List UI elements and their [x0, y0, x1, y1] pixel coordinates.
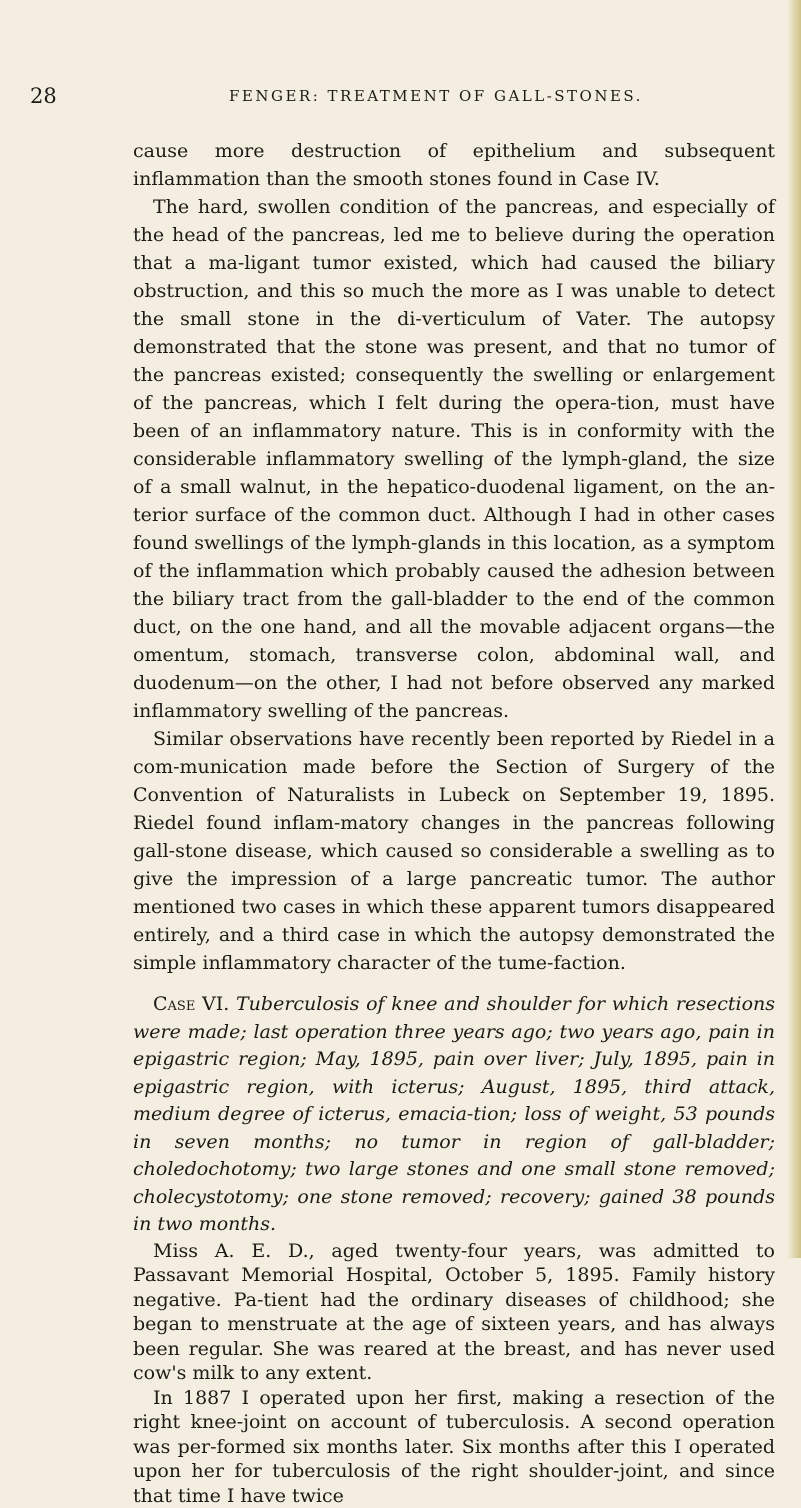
paragraph-history: In 1887 I operated upon her first, making a resection of the right knee-joint on account of tuberculosis. A second operation was per-formed six months later. Six months after this I operated upon her for tuberculosis of the right shoulder-joint, and since that time I have twice — [133, 1386, 775, 1508]
page-edge — [787, 0, 801, 1258]
page-number: 28 — [30, 84, 57, 108]
case-title: Tuberculosis of knee and shoulder for which resections were made; last operation three years ago; two years ago, pain in epigastric region; May, 1895, pain over liver; July, 1895, pain in epigastric region, with icterus; August, 1895, third attack, medium degree of icterus, emacia-tion; loss of weight, 53 pounds in seven months; no tumor in region of gall-bladder; choledochotomy; two large stones and one small stone removed; cholecystotomy; one stone removed; recovery; gained 38 pounds in two months. — [133, 993, 775, 1235]
paragraph-pancreas: The hard, swollen condition of the pancreas, and especially of the head of the pancreas, led me to believe during the operation that a ma-ligant tumor existed, which had caused the biliary obstruction, and this so much the more as I was unable to detect the small stone in the di-verticulum of Vater. The autopsy demonstrated that the stone was present, and that no tumor of the pancreas existed; consequently the swelling or enlargement of the pancreas, which I felt during the opera-tion, must have been of an inflammatory nature. This is in conformity with the considerable inflammatory swelling of the lymph-gland, the size of a small walnut, in the hepatico-duodenal ligament, on the an-terior surface of the common duct. Although I had in other cases found swellings of the lymph-glands in this location, as a symptom of the inflammation which probably caused the adhesion between the biliary tract from the gall-bladder to the end of the common duct, on the one hand, and all the movable adjacent organs—the omentum, stomach, transverse colon, abdominal wall, and duodenum—on the other, I had not before observed any marked inflammatory swelling of the pancreas. — [133, 193, 775, 725]
case-heading — [133, 991, 775, 1239]
paragraph-riedel: Similar observations have recently been reported by Riedel in a com-munication made before the Section of Surgery of the Convention of Naturalists in Lubeck on September 19, 1895. Riedel found inflam-matory changes in the pancreas following gall-stone disease, which caused so considerable a swelling as to give the impression of a large pancreatic tumor. The author mentioned two cases in which these apparent tumors disappeared entirely, and a third case in which the autopsy demonstrated the simple inflammatory character of the tume-faction. — [133, 725, 775, 977]
page-body — [133, 137, 775, 1508]
paragraph-patient: Miss A. E. D., aged twenty-four years, was admitted to Passavant Memorial Hospital, October 5, 1895. Family history negative. Pa-tient had the ordinary diseases of childhood; she began to menstruate at the age of sixteen years, and has always been regular. She was reared at the breast, and has never used cow's milk to any extent. — [133, 1239, 775, 1386]
running-title: FENGER: TREATMENT OF GALL-STONES. — [229, 87, 643, 105]
case-label: Case VI. — [153, 993, 229, 1015]
page-header — [30, 84, 770, 110]
paragraph-continuation: cause more destruction of epithelium and subsequent inflammation than the smooth stones found in Case IV. — [133, 137, 775, 193]
